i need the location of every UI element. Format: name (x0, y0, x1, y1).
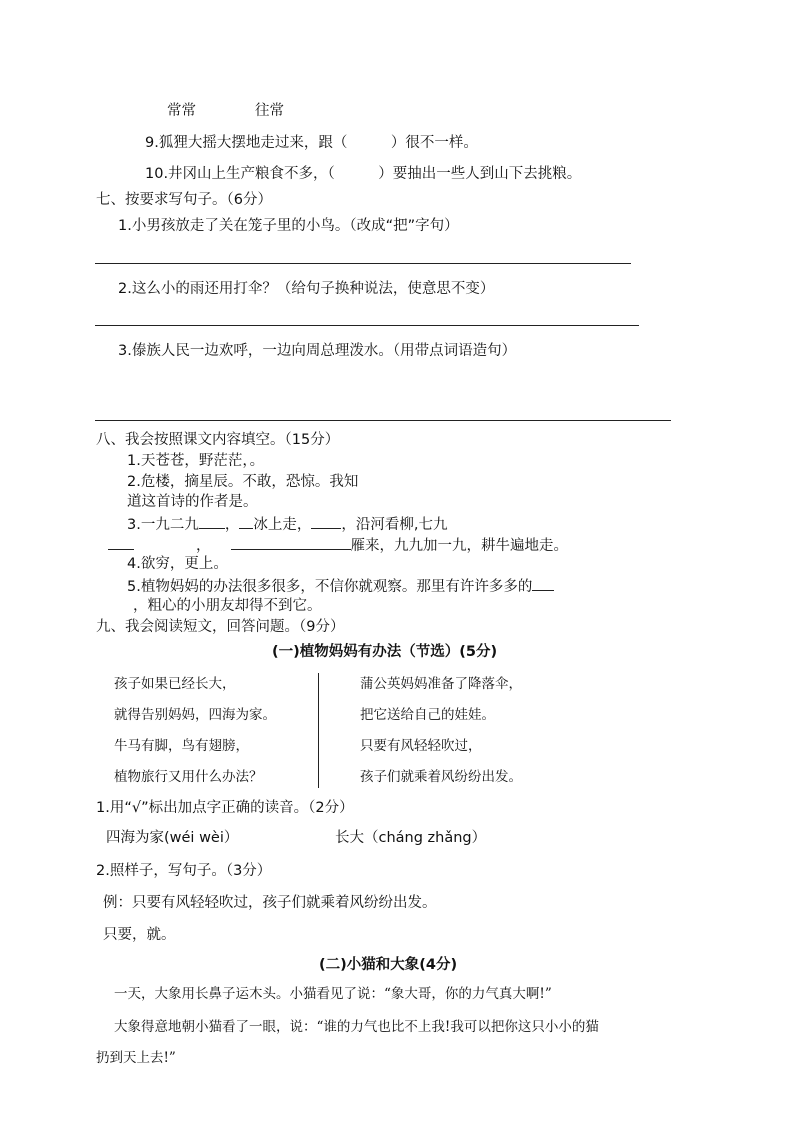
sec7-item-2: 2.这么小的雨还用打伞？（给句子换种说法，使意思不变） (118, 281, 495, 297)
blank[interactable] (239, 516, 253, 529)
blank[interactable] (108, 537, 134, 550)
fill-text: ， (196, 538, 211, 554)
story-paragraph: 一天，大象用长鼻子运木头。小猫看见了说：“象大哥，你的力气真大啊!” (114, 986, 552, 1002)
poem-left-line: 就得告别妈妈，四海为家。 (114, 707, 276, 723)
poem-title: (一)植物妈妈有办法（节选）(5分) (272, 644, 498, 660)
answer-line[interactable] (95, 420, 671, 421)
pinyin-choice-1[interactable]: 四海为家(wéi wèi） (106, 830, 239, 846)
poem-right-line: 蒲公英妈妈准备了降落伞， (360, 676, 522, 692)
blank[interactable] (311, 516, 341, 529)
fill-text: 5.植物妈妈的办法很多很多，不信你就观察。那里有许许多多的 (127, 579, 533, 595)
poem-left-line: 植物旅行又用什么办法？ (114, 769, 263, 785)
answer-line[interactable] (95, 325, 639, 326)
fill-line-3 (127, 516, 447, 533)
fill-text: 3.一九二九 (127, 517, 199, 533)
poem-right-line: 孩子们就乘着风纷纷出发。 (360, 769, 522, 785)
question-9: 9.狐狸大摇大摆地走过来，跟（ ）很不一样。 (145, 135, 478, 151)
poem-divider (318, 673, 319, 788)
pinyin-choice-2[interactable]: 长大（cháng zhǎng） (335, 830, 487, 846)
question-10: 10.井冈山上生产粮食不多，（ ）要抽出一些人到山下去挑粮。 (145, 166, 582, 182)
fill-sentence[interactable]: 只要，就。 (103, 927, 176, 943)
fill-line-5b: ，粗心的小朋友却得不到它。 (133, 598, 322, 614)
fill-line-1: 1.天苍苍，野茫茫，。 (127, 453, 265, 469)
sec7-item-1: 1.小男孩放走了关在笼子里的小鸟。（改成“把”字句） (118, 218, 459, 234)
fill-line-2: 2.危楼，摘星辰。不敢，恐惊。我知 (127, 474, 359, 490)
word-option: 常常 (167, 103, 196, 119)
word-option: 往常 (255, 103, 284, 119)
story-title: (二)小猫和大象(4分) (319, 957, 458, 973)
section-8-heading: 八、我会按照课文内容填空。（15分） (96, 432, 340, 448)
example-sentence: 例：只要有风轻轻吹过，孩子们就乘着风纷纷出发。 (103, 895, 437, 911)
reading-q2: 2.照样子，写句子。（3分） (96, 863, 272, 879)
blank[interactable] (231, 537, 351, 550)
fill-line-3b (108, 537, 568, 554)
poem-left-line: 孩子如果已经长大， (114, 676, 236, 692)
fill-line-5 (127, 578, 554, 595)
blank[interactable] (532, 578, 554, 591)
fill-text: ， (224, 517, 240, 533)
fill-line-2b: 道这首诗的作者是。 (127, 494, 258, 510)
story-paragraph-cont: 扔到天上去!” (96, 1050, 176, 1066)
sec7-item-3: 3.傣族人民一边欢呼，一边向周总理泼水。（用带点词语造句） (118, 343, 517, 359)
poem-right-line: 把它送给自己的娃娃。 (360, 707, 495, 723)
story-paragraph: 大象得意地朝小猫看了一眼，说：“谁的力气也比不上我!我可以把你这只小小的猫 (114, 1019, 599, 1035)
section-9-heading: 九、我会阅读短文，回答问题。（9分） (96, 619, 345, 635)
answer-line[interactable] (95, 263, 631, 264)
poem-right-line: 只要有风轻轻吹过， (360, 738, 482, 754)
section-7-heading: 七、按要求写句子。（6分） (96, 192, 272, 208)
blank[interactable] (199, 516, 225, 529)
fill-line-4: 4.欲穷，更上。 (127, 556, 228, 572)
reading-q1: 1.用“√”标出加点字正确的读音。（2分） (96, 800, 354, 816)
fill-text: 雁来，九九加一九，耕牛遍地走。 (350, 538, 568, 554)
fill-text: 冰上走， (253, 517, 312, 533)
poem-left-line: 牛马有脚，鸟有翅膀， (114, 738, 249, 754)
fill-text: ，沿河看柳,七九 (341, 517, 448, 533)
